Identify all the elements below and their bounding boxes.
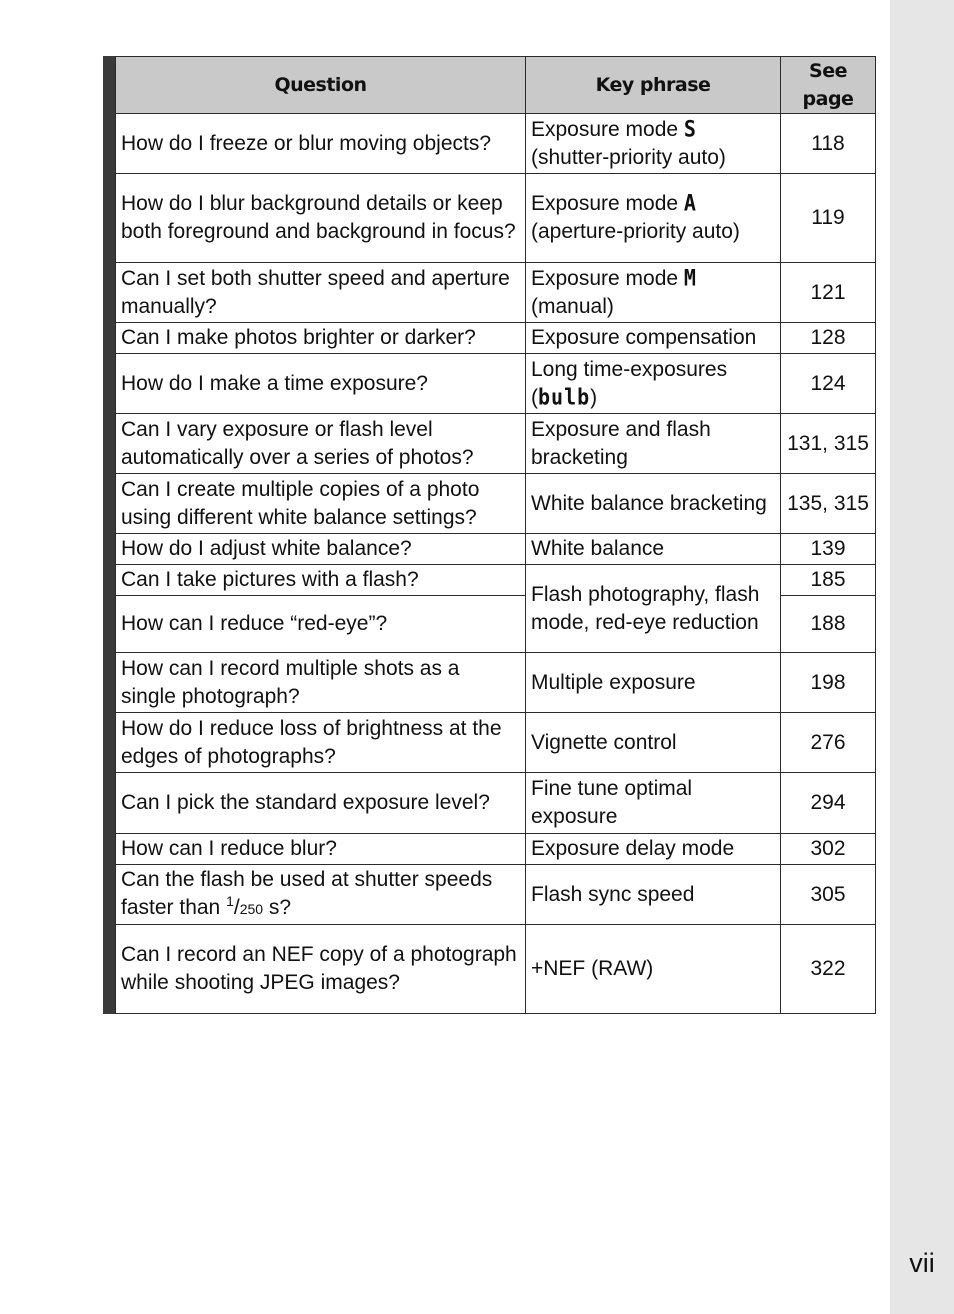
fraction-slash: / <box>233 896 240 919</box>
page-cell: 118 <box>781 114 876 174</box>
key-phrase-cell: Multiple exposure <box>526 653 781 713</box>
aperture-priority-mode-icon: A <box>683 189 697 217</box>
key-phrase-cell: Flash photography, flash mode, red-eye reduction <box>526 565 781 653</box>
table-row <box>116 653 876 713</box>
key-phrase-text: (shutter-priority auto) <box>531 145 726 169</box>
page-cell: 322 <box>781 925 876 1014</box>
question-text: Can the flash be used at shutter speeds faster than <box>121 868 493 919</box>
question-cell: How can I record multiple shots as a single photograph? <box>116 653 526 713</box>
key-phrase-cell: Vignette control <box>526 713 781 773</box>
table-row <box>116 773 876 834</box>
page-cell: 188 <box>781 596 876 653</box>
key-phrase-text: Long time-exposures <box>531 357 728 381</box>
page-cell: 294 <box>781 773 876 834</box>
bulb-mode-icon: bulb <box>538 383 591 410</box>
question-cell: Can I pick the standard exposure level? <box>116 773 526 834</box>
page-cell: 139 <box>781 534 876 565</box>
table-row <box>116 534 876 565</box>
key-phrase-text: (manual) <box>531 294 614 318</box>
table-row <box>116 354 876 414</box>
key-phrase-text: ( <box>531 385 538 409</box>
page-cell: 198 <box>781 653 876 713</box>
table-row <box>116 174 876 263</box>
key-phrase-cell: Exposure and flash bracketing <box>526 414 781 474</box>
page-cell: 124 <box>781 354 876 414</box>
table-header-row <box>116 57 876 114</box>
question-text: s? <box>263 896 292 919</box>
key-phrase-cell: Exposure compensation <box>526 323 781 354</box>
manual-mode-icon: M <box>683 264 697 291</box>
table-row <box>116 713 876 773</box>
table-row <box>116 865 876 925</box>
key-phrase-cell: Fine tune optimal exposure <box>526 773 781 834</box>
key-phrase-text: ) <box>590 385 598 409</box>
question-cell: How do I blur background details or keep both foreground and background in focus? <box>116 174 526 263</box>
key-phrase-cell <box>526 174 781 263</box>
table-row <box>116 114 876 174</box>
page-cell: 276 <box>781 713 876 773</box>
page-cell: 302 <box>781 834 876 865</box>
shutter-priority-mode-icon: S <box>683 115 697 142</box>
question-cell: How do I freeze or blur moving objects? <box>116 114 526 174</box>
key-phrase-cell: White balance bracketing <box>526 474 781 534</box>
table-accent-bar <box>103 56 115 1014</box>
fraction-numerator: 1 <box>226 893 234 909</box>
question-cell: How do I adjust white balance? <box>116 534 526 565</box>
page-cell: 119 <box>781 174 876 263</box>
table-row <box>116 474 876 534</box>
question-cell: How can I reduce “red-eye”? <box>116 596 526 653</box>
key-phrase-cell: Flash sync speed <box>526 865 781 925</box>
key-phrase-text: Exposure mode <box>531 117 684 141</box>
question-index-table-wrap <box>103 56 875 1014</box>
table-row <box>116 925 876 1014</box>
page-cell: 185 <box>781 565 876 596</box>
page-side-strip <box>890 0 954 1314</box>
question-cell: How can I reduce blur? <box>116 834 526 865</box>
table-row <box>116 323 876 354</box>
page-cell: 121 <box>781 263 876 323</box>
key-phrase-cell: +NEF (RAW) <box>526 925 781 1014</box>
question-cell: Can I set both shutter speed and aperture manually? <box>116 263 526 323</box>
header-key-phrase: Key phrase <box>526 57 781 114</box>
page-cell: 305 <box>781 865 876 925</box>
question-cell: Can I take pictures with a flash? <box>116 565 526 596</box>
page-cell: 128 <box>781 323 876 354</box>
question-cell <box>116 865 526 925</box>
header-see-page: See page <box>781 57 876 114</box>
question-cell: How do I reduce loss of brightness at the edges of photographs? <box>116 713 526 773</box>
page-number: vii <box>909 1248 935 1278</box>
table-row <box>116 834 876 865</box>
page-cell: 135, 315 <box>781 474 876 534</box>
question-cell: How do I make a time exposure? <box>116 354 526 414</box>
key-phrase-cell: White balance <box>526 534 781 565</box>
question-cell: Can I make photos brighter or darker? <box>116 323 526 354</box>
key-phrase-cell: Exposure delay mode <box>526 834 781 865</box>
key-phrase-cell <box>526 354 781 414</box>
question-cell: Can I record an NEF copy of a photograph while shooting JPEG images? <box>116 925 526 1014</box>
question-cell: Can I create multiple copies of a photo using different white balance settings? <box>116 474 526 534</box>
key-phrase-cell <box>526 114 781 174</box>
table-row <box>116 414 876 474</box>
key-phrase-text: Exposure mode <box>531 192 684 215</box>
key-phrase-cell <box>526 263 781 323</box>
page-cell: 131, 315 <box>781 414 876 474</box>
fraction-denominator: 250 <box>239 901 264 917</box>
key-phrase-text: Exposure mode <box>531 266 684 290</box>
table-row <box>116 263 876 323</box>
key-phrase-text: (aperture-priority auto) <box>531 220 740 243</box>
header-question: Question <box>116 57 526 114</box>
table-row <box>116 565 876 596</box>
question-index-table <box>115 56 876 1014</box>
question-cell: Can I vary exposure or flash level automatically over a series of photos? <box>116 414 526 474</box>
